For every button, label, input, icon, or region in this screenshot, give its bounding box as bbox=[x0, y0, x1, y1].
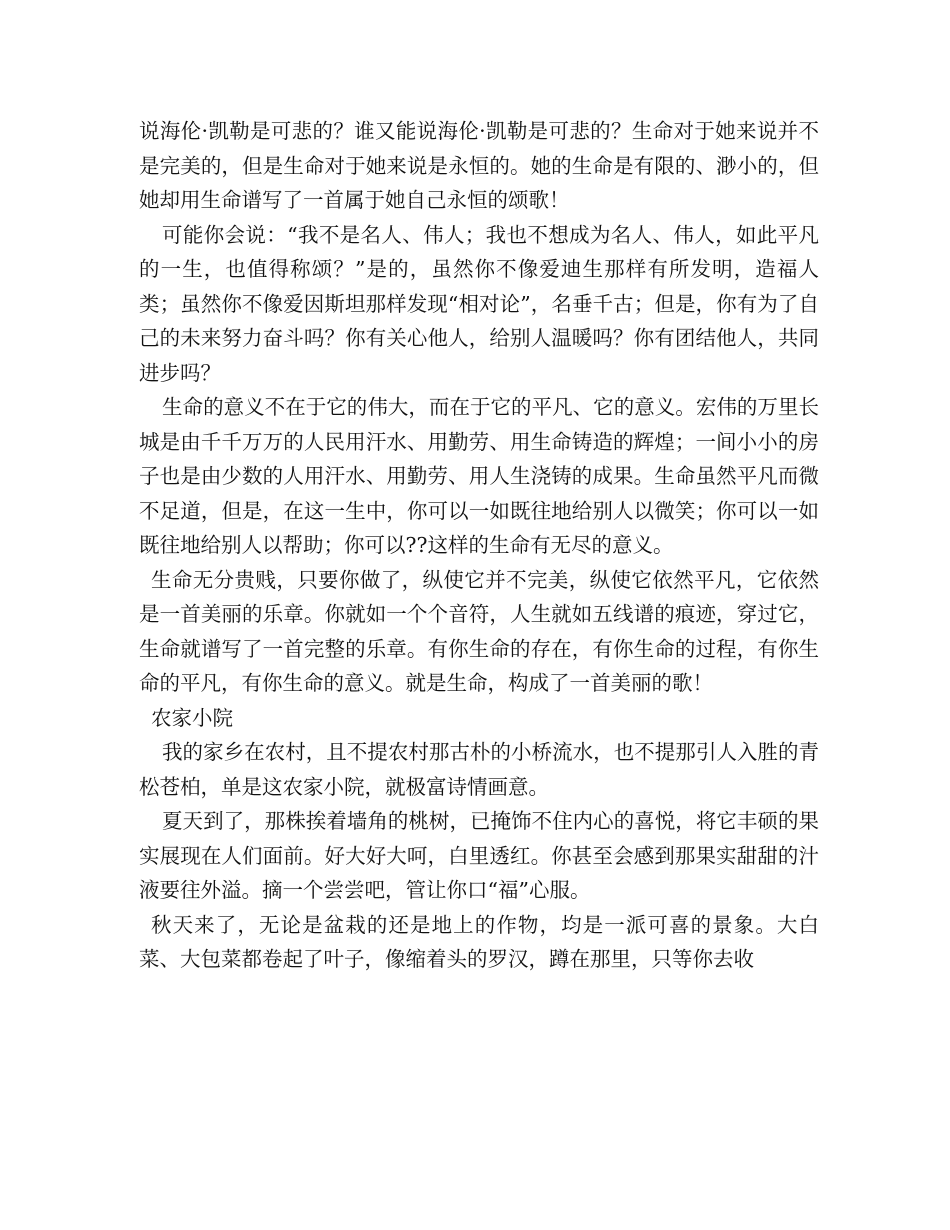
section-title: 农家小院 bbox=[151, 705, 233, 730]
paragraph-autumn: 秋天来了，无论是盆栽的还是地上的作物，均是一派可喜的景象。大白菜、大包菜都卷起了叶子，像缩着头的罗汉，蹲在那里，只等你去收 bbox=[139, 912, 819, 971]
paragraph-summer: 夏天到了，那株挨着墙角的桃树，已掩饰不住内心的喜悦，将它丰硕的果实展现在人们面前。好大好大呵，白里透红。你甚至会感到那果实甜甜的汁液要往外溢。摘一个尝尝吧，管让你口“福”心服。 bbox=[139, 809, 819, 902]
paragraph-hometown: 我的家乡在农村，且不提农村那古朴的小桥流水，也不提那引人入胜的青松苍柏，单是这农家小院，就极富诗情画意。 bbox=[139, 740, 819, 799]
paragraph-helen-keller: 说海伦·凯勒是可悲的？谁又能说海伦·凯勒是可悲的？生命对于她来说并不是完美的，但是生命对于她来说是永恒的。她的生命是有限的、渺小的，但她却用生命谱写了一首属于她自己永恒的颂歌！ bbox=[139, 119, 819, 212]
paragraph-ordinary-life: 可能你会说：“我不是名人、伟人；我也不想成为名人、伟人，如此平凡的一生，也值得称颂？”是的，虽然你不像爱迪生那样有所发明，造福人类；虽然你不像爱因斯坦那样发现“相对论”，名垂千古；但是，你有为了自己的未来努力奋斗吗？你有关心他人，给别人温暖吗？你有团结他人，共同进步吗？ bbox=[139, 222, 819, 385]
paragraph-life-song: 生命无分贵贱，只要你做了，纵使它并不完美，纵使它依然平凡，它依然是一首美丽的乐章。你就如一个个音符，人生就如五线谱的痕迹，穿过它，生命就谱写了一首完整的乐章。有你生命的存在，有你生命的过程，有你生命的平凡，有你生命的意义。就是生命，构成了一首美丽的歌！ bbox=[139, 567, 819, 695]
document-page bbox=[139, 114, 819, 977]
paragraph-meaning-of-life: 生命的意义不在于它的伟大，而在于它的平凡、它的意义。宏伟的万里长城是由千千万万的人民用汗水、用勤劳、用生命铸造的辉煌；一间小小的房子也是由少数的人用汗水、用勤劳、用人生浇铸的成果。生命虽然平凡而微不足道，但是，在这一生中，你可以一如既往地给别人以微笑；你可以一如既往地给别人以帮助；你可以??这样的生命有无尽的意义。 bbox=[139, 395, 819, 557]
